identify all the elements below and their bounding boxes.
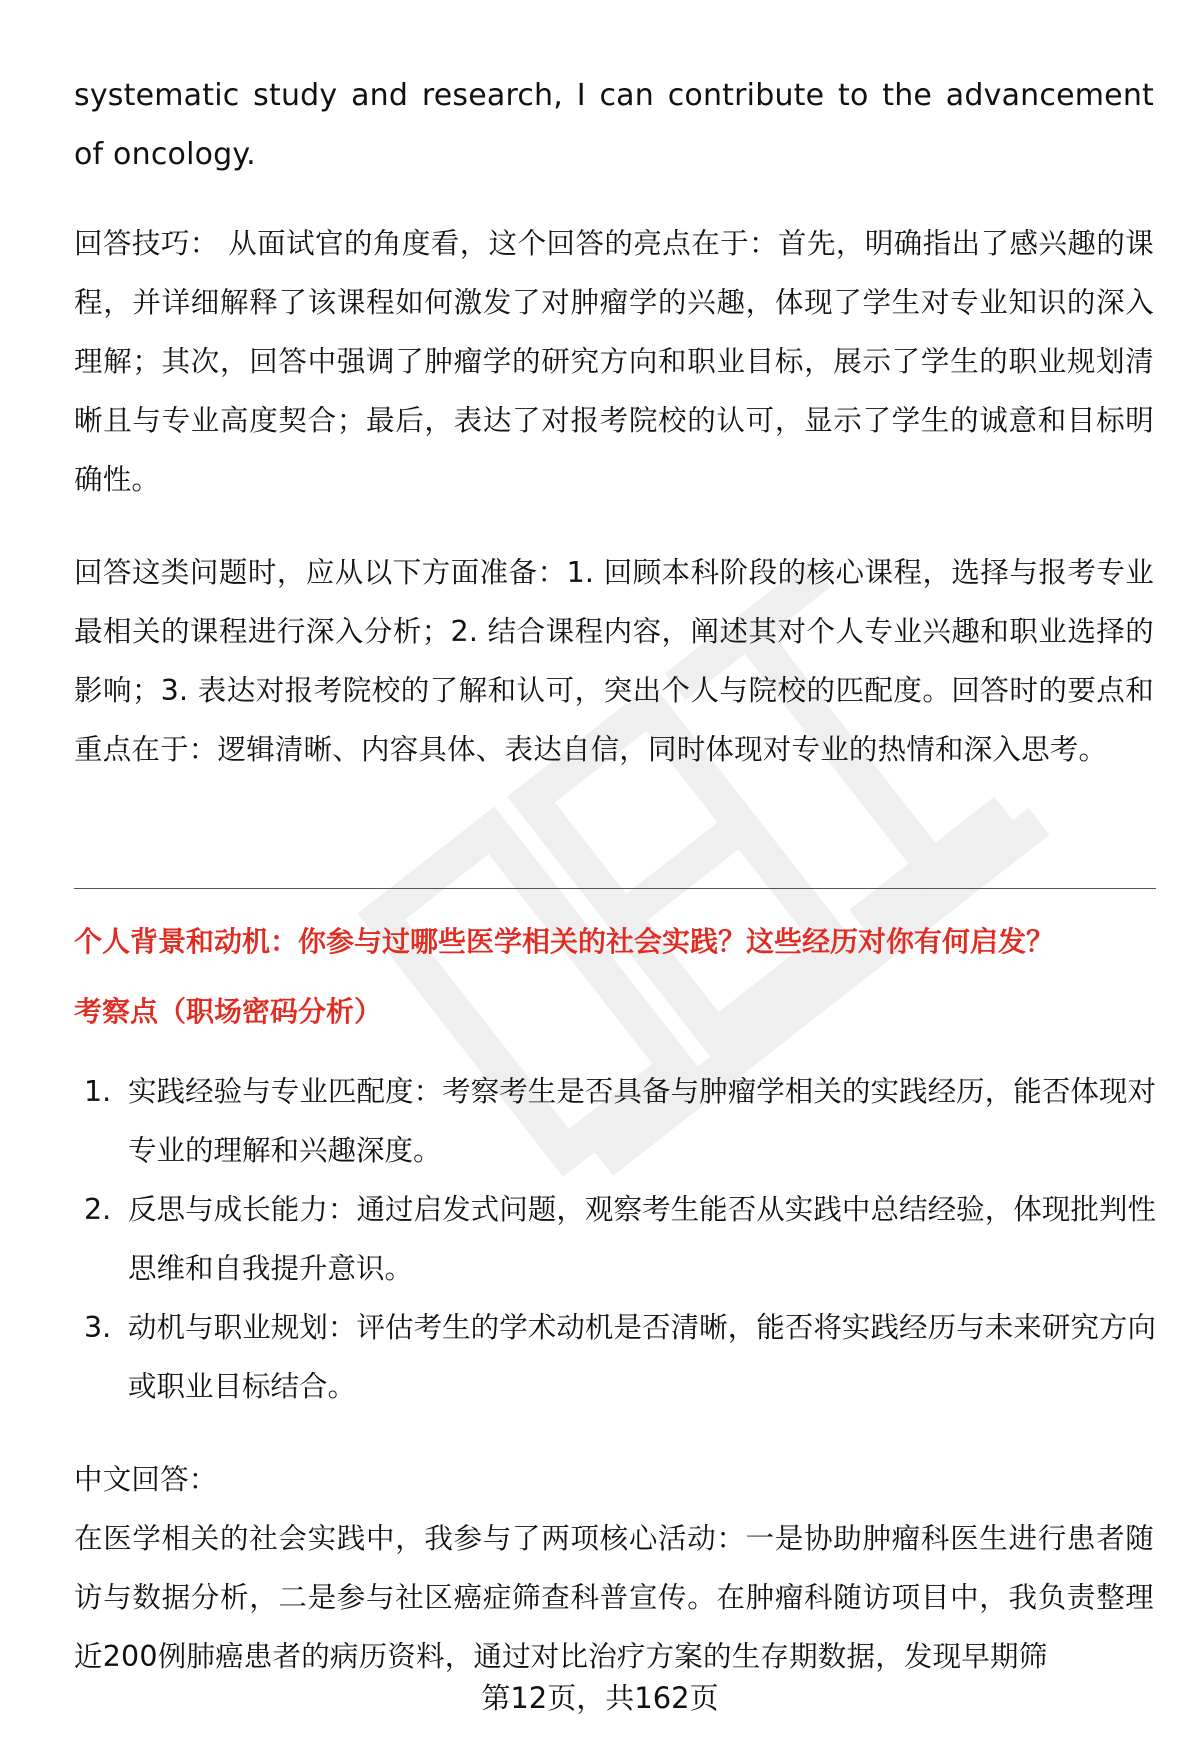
list-item-text: 动机与职业规划：评估考生的学术动机是否清晰，能否将实践经历与未来研究方向或职业目标结合。 bbox=[128, 1311, 1156, 1403]
preparation-paragraph: 回答这类问题时，应从以下方面准备：1. 回顾本科阶段的核心课程，选择与报考专业最相关的课程进行深入分析；2. 结合课程内容，阐述其对个人专业兴趣和职业选择的影响；3. 表达对报考院校的了解和认可，突出个人与院校的匹配度。回答时的要点和重点在于：逻辑清晰、内容具体、表达自信，同时体现对专业的热情和深入思考。 bbox=[74, 556, 1154, 766]
list-item bbox=[74, 1180, 1156, 1298]
page-number-footer: 第12页，共162页 bbox=[481, 1681, 719, 1715]
list-item-number: 3. bbox=[84, 1311, 112, 1344]
assessment-points-heading: 考察点（职场密码分析） bbox=[74, 995, 383, 1028]
english-answer-tail: systematic study and research, I can contribute to the advancement of oncology. bbox=[74, 78, 1154, 172]
answer-tips-paragraph: 回答技巧： 从面试官的角度看，这个回答的亮点在于：首先，明确指出了感兴趣的课程，并详细解释了该课程如何激发了对肿瘤学的兴趣，体现了学生对专业知识的深入理解；其次，回答中强调了肿瘤学的研究方向和职业目标，展示了学生的职业规划清晰且与专业高度契合；最后，表达了对报考院校的认可，显示了学生的诚意和目标明确性。 bbox=[74, 227, 1154, 496]
list-item-text: 实践经验与专业匹配度：考察考生是否具备与肿瘤学相关的实践经历，能否体现对专业的理解和兴趣深度。 bbox=[128, 1075, 1156, 1167]
list-item-text: 反思与成长能力：通过启发式问题，观察考生能否从实践中总结经验，体现批判性思维和自我提升意识。 bbox=[128, 1193, 1156, 1285]
question-heading: 个人背景和动机：你参与过哪些医学相关的社会实践？这些经历对你有何启发？ bbox=[74, 925, 1055, 958]
section-divider bbox=[74, 888, 1156, 889]
list-item-number: 1. bbox=[84, 1075, 112, 1108]
list-item-number: 2. bbox=[84, 1193, 112, 1226]
chinese-answer-paragraph: 在医学相关的社会实践中，我参与了两项核心活动：一是协助肿瘤科医生进行患者随访与数据分析，二是参与社区癌症筛查科普宣传。在肿瘤科随访项目中，我负责整理近200例肺癌患者的病历资料，通过对比治疗方案的生存期数据，发现早期筛 bbox=[74, 1522, 1154, 1673]
list-item bbox=[74, 1062, 1156, 1180]
list-item bbox=[74, 1298, 1156, 1416]
assessment-points-list bbox=[74, 1062, 1156, 1416]
chinese-answer-label: 中文回答： bbox=[74, 1463, 218, 1496]
